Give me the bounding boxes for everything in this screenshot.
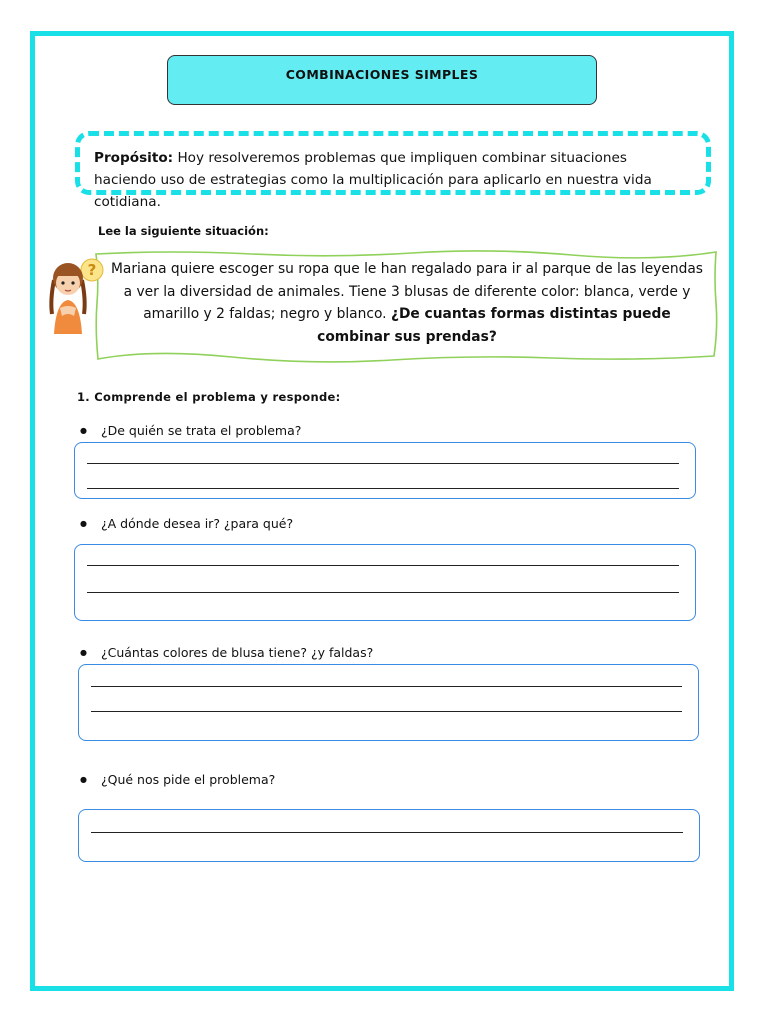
answer-line[interactable] [87,565,679,566]
question-item [80,645,373,660]
answer-box[interactable] [74,442,696,499]
page-title: COMBINACIONES SIMPLES [285,66,479,82]
answer-box[interactable] [78,664,699,741]
question-item [80,772,275,787]
answer-box[interactable] [74,544,696,621]
answer-line[interactable] [87,592,679,593]
question-text: ¿Cuántas colores de blusa tiene? ¿y faldas? [100,645,374,660]
section-number: 1. [77,390,90,404]
answer-line[interactable] [91,686,682,687]
question-text: ¿De quién se trata el problema? [100,423,302,438]
bullet-icon: ● [80,519,87,528]
girl-thinking-icon [40,250,110,334]
bullet-icon: ● [80,648,87,657]
question-mark-icon: ? [87,261,97,279]
answer-line[interactable] [91,711,682,712]
question-text: ¿Qué nos pide el problema? [100,772,276,787]
question-item [80,516,293,531]
answer-line[interactable] [87,463,679,464]
read-situation-label: Lee la siguiente situación: [98,224,269,238]
section-title: Comprende el problema y responde: [94,390,341,404]
question-item [80,423,301,438]
title-banner [167,55,597,105]
story-question: ¿De cuantas formas distintas puede combinar sus prendas? [317,306,671,345]
purpose-label: Propósito: [94,150,174,166]
section-header [77,390,340,404]
purpose-text: Hoy resolveremos problemas que impliquen combinar situaciones haciendo uso de estrategias como la multiplicación para aplicarlo en nuestra vida cotidiana. [94,150,652,210]
answer-box[interactable] [78,809,700,862]
story-text-block [108,258,706,348]
answer-line[interactable] [87,488,679,489]
purpose-box [75,131,711,210]
bullet-icon: ● [80,775,87,784]
story-section [40,248,720,363]
bullet-icon: ● [80,426,87,435]
answer-line[interactable] [91,832,683,833]
story-text: Mariana quiere escoger su ropa que le han regalado para ir al parque de las leyendas a ver la diversidad de animales. Tiene 3 blusas de diferente color: blanca, verde y amarillo y 2 faldas; negro y blanco. [111,261,703,322]
question-text: ¿A dónde desea ir? ¿para qué? [100,516,294,531]
